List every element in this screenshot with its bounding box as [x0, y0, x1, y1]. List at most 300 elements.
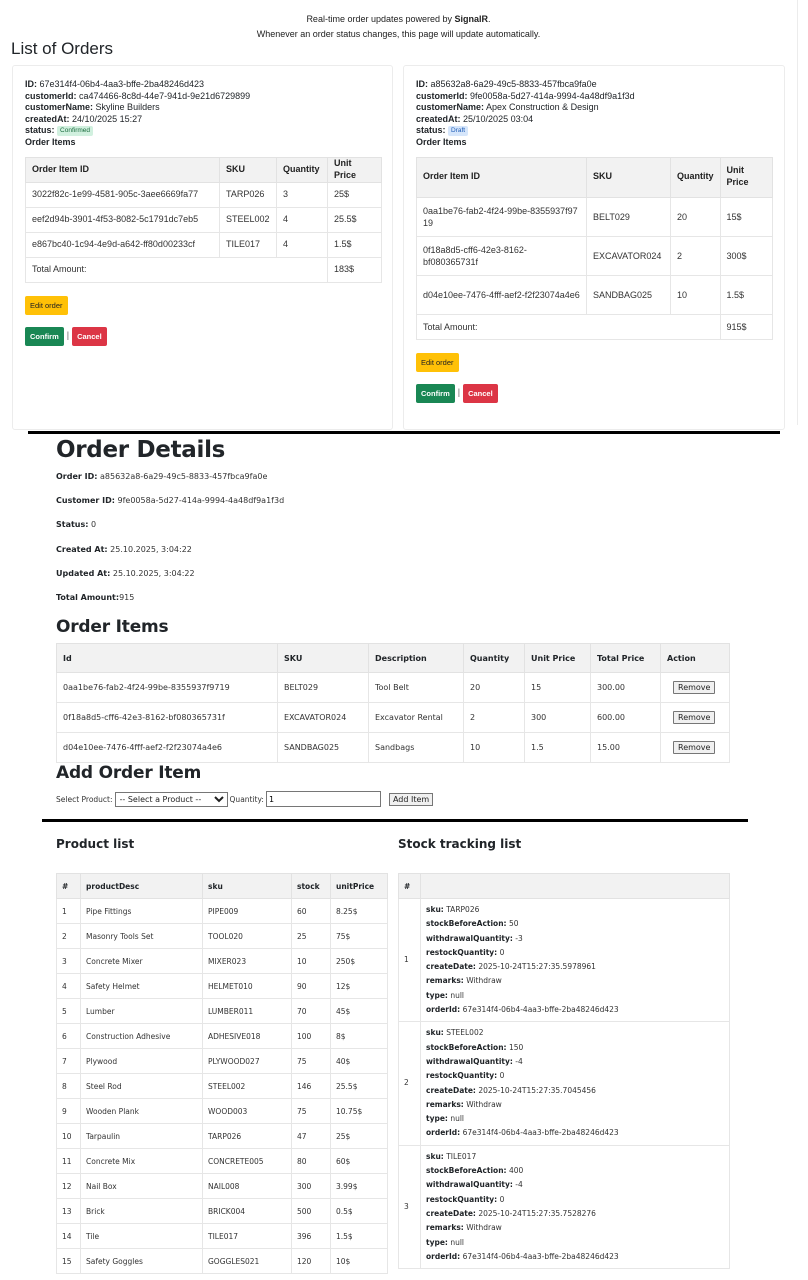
- stock-before-action-label: stockBeforeAction:: [426, 1166, 507, 1176]
- product-desc: Tile: [81, 1224, 203, 1249]
- product-unit-price: 0.5$: [331, 1199, 388, 1224]
- product-stock: 70: [292, 999, 331, 1024]
- customer-name: [25, 102, 380, 114]
- detail-updated-at: [56, 569, 195, 578]
- item-sku: SANDBAG025: [278, 733, 369, 763]
- product-unit-price: 10.75$: [331, 1099, 388, 1124]
- withdrawal-quantity-label: withdrawalQuantity:: [426, 933, 513, 943]
- product-unit-price: 250$: [331, 949, 388, 974]
- product-desc: Safety Helmet: [81, 974, 203, 999]
- stock-sku-label: sku:: [426, 905, 444, 914]
- row-number: 2: [399, 1022, 421, 1145]
- stock-before-action-label: stockBeforeAction:: [426, 919, 507, 929]
- item-quantity: 2: [464, 703, 525, 733]
- column-header: #: [57, 874, 81, 899]
- order-items-table: [416, 157, 773, 340]
- table-row: [57, 949, 388, 974]
- product-list-table: [56, 873, 388, 1274]
- customer-id: [25, 91, 380, 103]
- remarks-label: remarks:: [426, 1223, 464, 1233]
- product-sku: LUMBER011: [203, 999, 292, 1024]
- product-stock: 47: [292, 1124, 331, 1149]
- customer-id-value: ca474466-8c8d-44e7-941d-9e21d6729899: [79, 90, 251, 101]
- product-unit-price: 60$: [331, 1149, 388, 1174]
- restock-quantity-label: restockQuantity:: [426, 1071, 498, 1081]
- detail-label: Status:: [56, 520, 89, 529]
- type-value: null: [450, 990, 465, 1000]
- item-action: [661, 733, 730, 763]
- item-quantity: 20: [464, 673, 525, 703]
- item-description: Tool Belt: [369, 673, 464, 703]
- item-unit-price: 25.5$: [328, 207, 382, 232]
- customer-id-label: customerId:: [25, 90, 77, 101]
- status-label: status:: [25, 125, 55, 136]
- status: [25, 125, 380, 137]
- customer-name-label: customerName:: [25, 102, 94, 113]
- row-number: 1: [399, 899, 421, 1022]
- customer-id: [416, 91, 772, 103]
- create-date-value: 2025-10-24T15:27:35.7045456: [478, 1085, 596, 1095]
- detail-label: Created At:: [56, 545, 108, 554]
- item-id: 0aa1be76-fab2-4f24-99be-8355937f9719: [417, 197, 587, 236]
- column-header: Unit Price: [720, 157, 772, 197]
- product-stock: 146: [292, 1074, 331, 1099]
- item-quantity: 10: [464, 733, 525, 763]
- stock-sku-value: STEEL002: [446, 1028, 484, 1038]
- product-sku: STEEL002: [203, 1074, 292, 1099]
- signalr-banner: [0, 12, 797, 42]
- product-sku: MIXER023: [203, 949, 292, 974]
- product-desc: Nail Box: [81, 1174, 203, 1199]
- column-header: Description: [369, 644, 464, 673]
- product-desc: Safety Goggles: [81, 1249, 203, 1274]
- product-sku: GOGGLES021: [203, 1249, 292, 1274]
- type: [426, 1236, 724, 1250]
- stock-order-id-value: 67e314f4-06b4-4aa3-bffe-2ba48246d423: [462, 1005, 619, 1015]
- stock-order-id: [426, 1250, 724, 1264]
- column-header: Quantity: [277, 157, 328, 182]
- signalr-brand: SignalR: [454, 14, 489, 24]
- product-sku: TOOL020: [203, 924, 292, 949]
- product-unit-price: 12$: [331, 974, 388, 999]
- item-sku: EXCAVATOR024: [587, 236, 671, 275]
- table-header: [26, 157, 382, 182]
- product-stock: 100: [292, 1024, 331, 1049]
- item-total-price: 600.00: [591, 703, 661, 733]
- row-number: 1: [57, 899, 81, 924]
- total-amount-label: Total Amount:: [26, 257, 328, 282]
- item-unit-price: 1.5$: [720, 275, 772, 314]
- create-date-label: createDate:: [426, 962, 476, 972]
- detail-label: Total Amount:: [56, 593, 120, 602]
- product-unit-price: 8.25$: [331, 899, 388, 924]
- restock-quantity: [426, 946, 724, 960]
- column-header: unitPrice: [331, 874, 388, 899]
- product-stock: 75: [292, 1049, 331, 1074]
- table-row: [399, 1022, 730, 1145]
- stock-entry: [421, 899, 730, 1022]
- item-unit-price: 300: [525, 703, 591, 733]
- stock-order-id: [426, 1003, 724, 1017]
- remove-button[interactable]: Remove: [673, 741, 715, 754]
- product-desc: Construction Adhesive: [81, 1024, 203, 1049]
- detail-customer-id: [56, 496, 284, 505]
- remove-button[interactable]: Remove: [673, 681, 715, 694]
- withdrawal-quantity-value: -4: [515, 1180, 523, 1190]
- product-desc: Pipe Fittings: [81, 899, 203, 924]
- confirm-button[interactable]: Confirm: [416, 384, 455, 403]
- product-desc: Concrete Mixer: [81, 949, 203, 974]
- product-unit-price: 3.99$: [331, 1174, 388, 1199]
- column-header: Id: [57, 644, 278, 673]
- product-sku: CONCRETE005: [203, 1149, 292, 1174]
- column-header: stock: [292, 874, 331, 899]
- remarks: [426, 974, 724, 988]
- banner-text: Real-time order updates powered by: [306, 14, 455, 24]
- product-stock: 396: [292, 1224, 331, 1249]
- remarks-value: Withdraw: [466, 1223, 502, 1233]
- item-action: [661, 703, 730, 733]
- stock-before-action: [426, 1164, 724, 1178]
- product-desc: Brick: [81, 1199, 203, 1224]
- product-stock: 10: [292, 949, 331, 974]
- product-desc: Steel Rod: [81, 1074, 203, 1099]
- row-number: 3: [57, 949, 81, 974]
- detail-status: [56, 520, 96, 529]
- stock-sku: [426, 1150, 724, 1164]
- row-number: 13: [57, 1199, 81, 1224]
- item-unit-price: 300$: [720, 236, 772, 275]
- table-row: [57, 1199, 388, 1224]
- add-order-item-title: Add Order Item: [56, 763, 202, 783]
- created-at-label: createdAt:: [416, 113, 461, 124]
- restock-quantity-label: restockQuantity:: [426, 947, 498, 957]
- item-quantity: 20: [671, 197, 721, 236]
- stock-order-id: [426, 1126, 724, 1140]
- table-row: [417, 275, 773, 314]
- quantity-input[interactable]: [266, 791, 381, 807]
- stock-entry: [421, 1022, 730, 1145]
- column-header: Order Item ID: [417, 157, 587, 197]
- item-sku: EXCAVATOR024: [278, 703, 369, 733]
- customer-id-value: 9fe0058a-5d27-414a-9994-4a48df9a1f3d: [470, 90, 635, 101]
- status: [416, 125, 772, 137]
- column-header: Order Item ID: [26, 157, 220, 182]
- add-item-form: [56, 791, 433, 807]
- order-id: [25, 79, 380, 91]
- remarks-value: Withdraw: [466, 976, 502, 986]
- table-row: [57, 1224, 388, 1249]
- confirm-button[interactable]: Confirm: [25, 327, 64, 346]
- restock-quantity: [426, 1069, 724, 1083]
- item-id: 0f18a8d5-cff6-42e3-8162-bf080365731f: [57, 703, 278, 733]
- detail-created-at: [56, 545, 192, 554]
- detail-value: 9fe0058a-5d27-414a-9994-4a48df9a1f3d: [114, 496, 285, 505]
- table-row: [57, 1099, 388, 1124]
- detail-value: a85632a8-6a29-49c5-8833-457fbca9fa0e: [97, 472, 268, 481]
- item-id: 0aa1be76-fab2-4f24-99be-8355937f9719: [57, 673, 278, 703]
- table-row: [57, 1024, 388, 1049]
- cancel-button[interactable]: Cancel: [72, 327, 107, 346]
- type-value: null: [450, 1114, 465, 1124]
- table-header: [57, 644, 730, 673]
- created-at: [416, 114, 772, 126]
- product-desc: Masonry Tools Set: [81, 924, 203, 949]
- product-unit-price: 40$: [331, 1049, 388, 1074]
- item-unit-price: 1.5$: [328, 232, 382, 257]
- created-at: [25, 114, 380, 126]
- order-items-detail-table: [56, 643, 730, 763]
- product-stock: 300: [292, 1174, 331, 1199]
- edit-order-button[interactable]: Edit order: [416, 353, 459, 372]
- table-row: [399, 899, 730, 1022]
- product-sku: PIPE009: [203, 899, 292, 924]
- order-items-label: Order Items: [416, 136, 467, 147]
- type: [426, 1112, 724, 1126]
- status-badge: Draft: [448, 126, 468, 136]
- create-date-label: createDate:: [426, 1208, 476, 1218]
- column-header: SKU: [220, 157, 277, 182]
- withdrawal-quantity: [426, 1178, 724, 1192]
- create-date: [426, 960, 724, 974]
- item-unit-price: 1.5: [525, 733, 591, 763]
- stock-sku-value: TARP026: [446, 905, 480, 914]
- column-header: sku: [203, 874, 292, 899]
- detail-value: 25.10.2025, 3:04:22: [107, 545, 192, 554]
- created-at-value: 24/10/2025 15:27: [72, 113, 143, 124]
- detail-order-id: [56, 472, 267, 481]
- total-amount-value: 915$: [720, 314, 772, 339]
- order-id-value: 67e314f4-06b4-4aa3-bffe-2ba48246d423: [39, 79, 204, 89]
- create-date: [426, 1084, 724, 1098]
- product-sku: TARP026: [203, 1124, 292, 1149]
- column-header: Quantity: [671, 157, 721, 197]
- row-number: 10: [57, 1124, 81, 1149]
- create-date-value: 2025-10-24T15:27:35.7528276: [478, 1208, 596, 1218]
- edit-order-button[interactable]: Edit order: [25, 296, 68, 315]
- stock-before-action-value: 150: [508, 1042, 524, 1052]
- item-sku: TILE017: [220, 232, 277, 257]
- stock-entry: [421, 1145, 730, 1268]
- create-date-label: createDate:: [426, 1085, 476, 1095]
- stock-sku: [426, 903, 724, 917]
- column-header: Unit Price: [525, 644, 591, 673]
- item-id: d04e10ee-7476-4fff-aef2-f2f23074a4e6: [57, 733, 278, 763]
- table-row: [26, 182, 382, 207]
- product-desc: Lumber: [81, 999, 203, 1024]
- item-sku: TARP026: [220, 182, 277, 207]
- table-row: [26, 232, 382, 257]
- table-row: [399, 1145, 730, 1268]
- detail-label: Customer ID:: [56, 496, 115, 505]
- total-row: [417, 314, 773, 339]
- table-row: [57, 924, 388, 949]
- remarks-value: Withdraw: [466, 1099, 502, 1109]
- row-number: 2: [57, 924, 81, 949]
- customer-name-label: customerName:: [416, 102, 485, 113]
- cancel-button[interactable]: Cancel: [463, 384, 498, 403]
- product-sku: ADHESIVE018: [203, 1024, 292, 1049]
- section-divider: [42, 819, 748, 822]
- product-stock: 60: [292, 899, 331, 924]
- item-total-price: 15.00: [591, 733, 661, 763]
- column-header: Action: [661, 644, 730, 673]
- customer-id-label: customerId:: [416, 90, 468, 101]
- create-date-value: 2025-10-24T15:27:35.5978961: [478, 962, 596, 972]
- restock-quantity: [426, 1193, 724, 1207]
- remarks-label: remarks:: [426, 976, 464, 986]
- add-item-button[interactable]: Add Item: [389, 793, 433, 806]
- item-quantity: 2: [671, 236, 721, 275]
- product-stock: 120: [292, 1249, 331, 1274]
- product-unit-price: 25$: [331, 1124, 388, 1149]
- table-row: [57, 733, 730, 763]
- product-desc: Concrete Mix: [81, 1149, 203, 1174]
- banner-line-2: Whenever an order status changes, this page will update automatically.: [256, 29, 541, 39]
- order-card: [403, 65, 785, 430]
- customer-name-value: Skyline Builders: [95, 102, 160, 113]
- column-header: #: [399, 874, 421, 899]
- stock-order-id-label: orderId:: [426, 1128, 461, 1138]
- withdrawal-quantity: [426, 932, 724, 946]
- row-number: 15: [57, 1249, 81, 1274]
- product-select[interactable]: [115, 792, 228, 807]
- type-label: type:: [426, 1237, 448, 1247]
- item-sku: STEEL002: [220, 207, 277, 232]
- product-desc: Tarpaulin: [81, 1124, 203, 1149]
- row-number: 5: [57, 999, 81, 1024]
- product-list-title: Product list: [56, 837, 135, 851]
- remove-button[interactable]: Remove: [673, 711, 715, 724]
- created-at-value: 25/10/2025 03:04: [463, 113, 534, 124]
- create-date: [426, 1207, 724, 1221]
- quantity-label: Quantity:: [229, 794, 264, 804]
- detail-label: Order ID:: [56, 472, 98, 481]
- table-header: [399, 874, 730, 899]
- table-row: [57, 1124, 388, 1149]
- column-header: Quantity: [464, 644, 525, 673]
- product-unit-price: 45$: [331, 999, 388, 1024]
- item-sku: BELT029: [278, 673, 369, 703]
- product-unit-price: 8$: [331, 1024, 388, 1049]
- column-header: SKU: [587, 157, 671, 197]
- stock-order-id-label: orderId:: [426, 1005, 461, 1015]
- stock-sku: [426, 1026, 724, 1040]
- created-at-label: createdAt:: [25, 113, 70, 124]
- status-badge: Confirmed: [57, 126, 93, 136]
- total-row: [26, 257, 382, 282]
- product-sku: NAIL008: [203, 1174, 292, 1199]
- item-id: 0f18a8d5-cff6-42e3-8162-bf080365731f: [417, 236, 587, 275]
- product-stock: 90: [292, 974, 331, 999]
- banner-line-1: [0, 12, 797, 27]
- product-sku: WOOD003: [203, 1099, 292, 1124]
- scrollbar-track[interactable]: [797, 0, 798, 425]
- row-number: 9: [57, 1099, 81, 1124]
- item-quantity: 4: [277, 232, 328, 257]
- detail-label: Updated At:: [56, 569, 111, 578]
- column-header: Total Price: [591, 644, 661, 673]
- total-amount-value: 183$: [328, 257, 382, 282]
- stock-sku-value: TILE017: [446, 1151, 477, 1161]
- column-header: SKU: [278, 644, 369, 673]
- order-items-table: [25, 157, 382, 283]
- table-row: [26, 207, 382, 232]
- table-row: [57, 1074, 388, 1099]
- item-quantity: 4: [277, 207, 328, 232]
- type-label: type:: [426, 990, 448, 1000]
- row-number: 3: [399, 1145, 421, 1268]
- column-header: productDesc: [81, 874, 203, 899]
- detail-value: 915: [119, 593, 135, 602]
- item-id: eef2d94b-3901-4f53-8082-5c1791dc7eb5: [26, 207, 220, 232]
- remarks-label: remarks:: [426, 1099, 464, 1109]
- table-row: [57, 899, 388, 924]
- product-sku: TILE017: [203, 1224, 292, 1249]
- item-id: 3022f82c-1e99-4581-905c-3aee6669fa77: [26, 182, 220, 207]
- detail-total-amount: [56, 593, 134, 602]
- table-row: [57, 999, 388, 1024]
- product-unit-price: 1.5$: [331, 1224, 388, 1249]
- section-divider: [28, 431, 780, 434]
- column-header: [421, 874, 730, 899]
- table-row: [57, 1049, 388, 1074]
- table-row: [57, 703, 730, 733]
- withdrawal-quantity-value: -3: [515, 933, 523, 943]
- product-unit-price: 25.5$: [331, 1074, 388, 1099]
- product-desc: Plywood: [81, 1049, 203, 1074]
- item-sku: SANDBAG025: [587, 275, 671, 314]
- select-product-label: Select Product:: [56, 794, 113, 804]
- stock-before-action: [426, 917, 724, 931]
- button-separator: |: [457, 387, 461, 398]
- stock-order-id-value: 67e314f4-06b4-4aa3-bffe-2ba48246d423: [462, 1128, 619, 1138]
- order-items-label: Order Items: [25, 136, 76, 147]
- detail-value: 25.10.2025, 3:04:22: [110, 569, 195, 578]
- table-row: [57, 974, 388, 999]
- row-number: 14: [57, 1224, 81, 1249]
- stock-tracking-title: Stock tracking list: [398, 837, 522, 851]
- stock-before-action-label: stockBeforeAction:: [426, 1042, 507, 1052]
- item-description: Sandbags: [369, 733, 464, 763]
- stock-sku-label: sku:: [426, 1151, 444, 1161]
- customer-name: [416, 102, 772, 114]
- product-stock: 80: [292, 1149, 331, 1174]
- remarks: [426, 1221, 724, 1235]
- row-number: 4: [57, 974, 81, 999]
- type-value: null: [450, 1237, 465, 1247]
- order-id-label: ID:: [416, 79, 428, 89]
- row-number: 6: [57, 1024, 81, 1049]
- table-row: [417, 197, 773, 236]
- order-details-title: Order Details: [56, 437, 226, 463]
- stock-before-action: [426, 1041, 724, 1055]
- order-card: [12, 65, 393, 430]
- column-header: Unit Price: [328, 157, 382, 182]
- stock-before-action-value: 400: [508, 1166, 524, 1176]
- type: [426, 989, 724, 1003]
- row-number: 8: [57, 1074, 81, 1099]
- row-number: 12: [57, 1174, 81, 1199]
- detail-value: 0: [88, 520, 97, 529]
- product-sku: HELMET010: [203, 974, 292, 999]
- restock-quantity-value: 0: [499, 947, 505, 957]
- stock-tracking-table: [398, 873, 730, 1269]
- table-row: [417, 236, 773, 275]
- button-separator: |: [66, 330, 70, 341]
- product-sku: BRICK004: [203, 1199, 292, 1224]
- item-unit-price: 15$: [720, 197, 772, 236]
